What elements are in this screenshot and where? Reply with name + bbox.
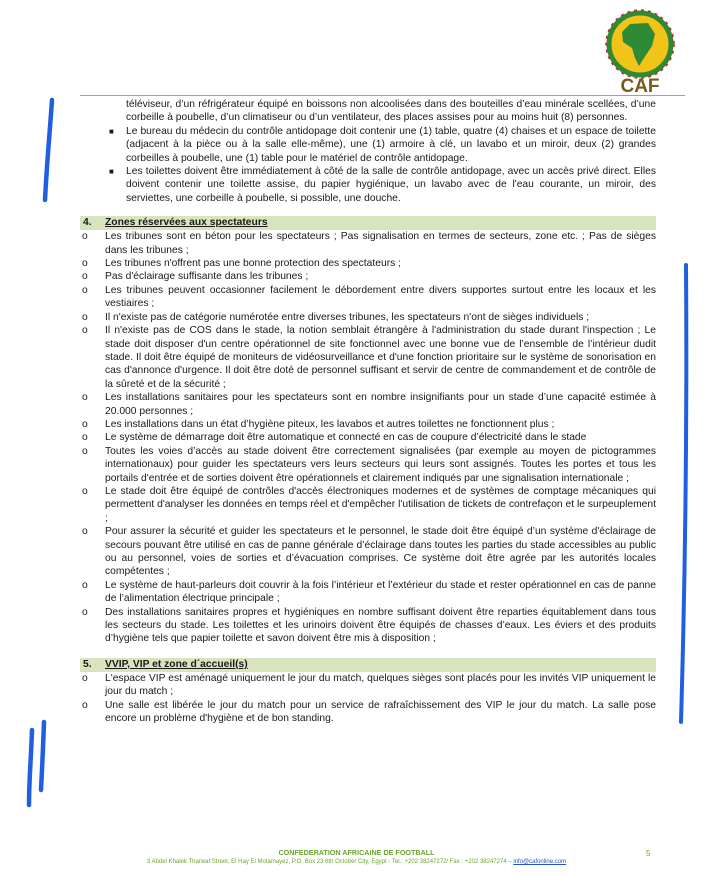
footer xyxy=(0,848,713,867)
document-body xyxy=(80,98,656,725)
footer-email-link[interactable]: info@cafonline.com xyxy=(513,859,567,865)
section-title: VVIP, VIP et zone d´accueil(s) xyxy=(105,658,248,670)
logo-text: CAF xyxy=(620,76,660,96)
circle-bullet-icon: o xyxy=(82,311,88,323)
paragraph-text: téléviseur, d’un réfrigérateur équipé en boissons non alcoolisées dans des bouteilles d’eau minérale scellées, d’une corbeille à poubelle, d’un climatiseur ou d’un ventilateur, des places assises pour au moins huit (8) personnes. xyxy=(126,99,656,124)
list-item-text: Des installations sanitaires propres et hygiéniques en nombre suffisant doivent être reparties équitablement dans tous les secteurs du stade. Les toilettes et les urinoirs doivent être équipés de chasses d’eaux. Les éviers et des produits d’hygiène tels que papier toilette et savon doivent être mis à disposition ; xyxy=(105,606,656,645)
circle-bullet-icon: o xyxy=(82,606,88,618)
list-item-text: Pas d'éclairage suffisante dans les tribunes ; xyxy=(105,271,309,283)
section-number: 4. xyxy=(83,217,92,229)
circle-bullet-icon: o xyxy=(82,672,88,684)
list-item xyxy=(80,257,656,270)
list-item-text: Les tribunes n'offrent pas une bonne protection des spectateurs ; xyxy=(105,258,402,270)
circle-bullet-icon: o xyxy=(82,271,88,283)
list-item-text: Il n'existe pas de catégorie numérotée entre diverses tribunes, les spectateurs n'ont de sièges individuels ; xyxy=(105,311,590,323)
section-4-list xyxy=(80,230,656,646)
list-item xyxy=(80,311,656,324)
pen-stroke-left-bottom-2 xyxy=(41,722,44,790)
footer-address-text: 3 Abdel Khalek Tharwat Street, El Hay El Motamayez, P.O. Box 23 6th October City, Egypt - Tel.: +202 38247272/ Fax : +202 38247274 – xyxy=(146,859,512,865)
list-item-text: Il n'existe pas de COS dans le stade, la notion semblait étrangère à l'administration du stade durant l'inspection ; Le stade doit disposer d'un centre opérationnel de site fonctionnel avec une bonne vue de l’ensemble de l’intérieur dudit stade. Il doit être équipé de moniteurs de vidéosurveillance et d'une fonction prioritaire sur le système de sonorisation en cas d'annonce d'urgence. Il doit être doté de personnel suffisant et servir de centre de commandement et de contrôle de la sûreté et de la sécurité ; xyxy=(105,325,656,390)
circle-bullet-icon: o xyxy=(82,485,88,497)
list-item xyxy=(80,125,656,165)
square-bullet-icon: ■ xyxy=(109,167,114,177)
circle-bullet-icon: o xyxy=(82,445,88,457)
circle-bullet-icon: o xyxy=(82,699,88,711)
list-item xyxy=(80,391,656,418)
list-item xyxy=(80,699,656,726)
footer-org-name: CONFEDERATION AFRICAINE DE FOOTBALL xyxy=(278,848,435,857)
list-item-text: Le système de démarrage doit être automatique et connecté en cas de coupure d’électricité dans le stade xyxy=(105,432,587,444)
pen-stroke-left-top xyxy=(45,100,52,200)
pen-stroke-left-bottom-1 xyxy=(29,730,32,805)
page-number: 5 xyxy=(646,849,651,858)
list-item xyxy=(80,445,656,485)
list-item xyxy=(80,230,656,257)
circle-bullet-icon: o xyxy=(82,392,88,404)
caf-logo xyxy=(592,8,688,96)
list-item-text: Une salle est libérée le jour du match pour un service de rafraîchissement des VIP le jour du match. La salle pose encore un problème d'hygiène et de bon standing. xyxy=(105,699,656,725)
section-number: 5. xyxy=(83,658,92,670)
pen-stroke-right xyxy=(681,265,686,722)
list-item-text: Toutes les voies d’accès au stade doivent être correctement signalisées (par exemple au moyen de pictogrammes internationaux) pour guider les spectateurs vers leurs secteurs qui leurs sont assignés. Toutes les portes et tous les portails d'entrée et de sorties doivent être opérationnels et clairement indiqués par une signalisation internationale ; xyxy=(105,445,656,484)
list-item-text: L'espace VIP est aménagé uniquement le jour du match, quelques sièges sont placés pour les invités VIP uniquement le jour du match ; xyxy=(105,672,656,698)
list-item xyxy=(80,98,656,125)
list-item-text: Les tribunes peuvent occasionner facilement le débordement entre divers supportes surtout entre les locaux et les vestiaires ; xyxy=(105,284,656,310)
header-rule xyxy=(80,95,685,96)
circle-bullet-icon: o xyxy=(82,258,88,270)
list-item-text: Le système de haut-parleurs doit couvrir à la fois l’intérieur et l’extérieur du stade et rester opérationnel en cas de panne de l’alimentation électrique principale ; xyxy=(105,579,656,605)
circle-bullet-icon: o xyxy=(82,231,88,243)
list-item-text: Le stade doit être équipé de contrôles d'accès électroniques modernes et de systèmes de comptage mécaniques qui permettent d'analyser les données en temps réel et d'empêcher l'utilisation de tickets de contrefaçon et le surpeuplement ; xyxy=(105,485,656,524)
circle-bullet-icon: o xyxy=(82,432,88,444)
paragraph-text: Le bureau du médecin du contrôle antidopage doit contenir une (1) table, quatre (4) chaises et un espace de toilette (adjacent à la pièce ou à la salle elle-même), une (1) armoire à clé, un lavabo et un miroir, deux (2) grandes corbeilles à poubelle, une (1) table pour le matériel de contrôle antidopage. xyxy=(126,125,656,164)
circle-bullet-icon: o xyxy=(82,418,88,430)
list-item xyxy=(80,579,656,606)
circle-bullet-icon: o xyxy=(82,526,88,538)
continued-bullet-list xyxy=(80,98,656,205)
section-title: Zones réservées aux spectateurs xyxy=(105,217,268,229)
list-item xyxy=(80,324,656,391)
list-item-text: Les tribunes sont en béton pour les spectateurs ; Pas signalisation en termes de secteurs, zone etc. ; Pas de sièges dans les tribunes ; xyxy=(105,231,656,256)
circle-bullet-icon: o xyxy=(82,579,88,591)
square-bullet-icon: ■ xyxy=(109,126,114,136)
list-item xyxy=(80,525,656,579)
list-item-text: Les installations sanitaires pour les spectateurs sont en nombre insignifiants pour un stade d’une capacité estimée à 20.000 personnes ; xyxy=(105,392,656,417)
list-item xyxy=(80,606,656,646)
list-item xyxy=(80,284,656,311)
list-item xyxy=(80,672,656,699)
list-item xyxy=(80,270,656,283)
list-item xyxy=(80,485,656,525)
list-item xyxy=(80,431,656,444)
circle-bullet-icon: o xyxy=(82,284,88,296)
list-item xyxy=(80,165,656,205)
section-5-list xyxy=(80,672,656,726)
footer-address xyxy=(0,858,713,867)
paragraph-text: Les toilettes doivent être immédiatement à côté de la salle de contrôle antidopage, avec un accès privé direct. Elles doivent contenir une toilette assise, du papier hygiénique, un lavabo avec de l'eau courante, un miroir, des serviettes, une corbeille à poubelle, si possible, une douche. xyxy=(126,166,656,204)
section-heading-5 xyxy=(80,658,656,672)
list-item xyxy=(80,418,656,431)
list-item-text: Les installations dans un état d’hygiène piteux, les lavabos et autres toilettes ne fonctionnent plus ; xyxy=(105,418,555,430)
circle-bullet-icon: o xyxy=(82,325,88,337)
list-item-text: Pour assurer la sécurité et guider les spectateurs et le personnel, le stade doit être équipé d’un système d'éclairage de secours pouvant être utilisé en cas de panne générale d’éclairage dans toutes les parties du stade accessibles au public ou au personnel, voies de sorties et d’évacuation comprises. Ce système doit être agrée par les autorités locales compétentes ; xyxy=(105,526,656,578)
section-heading-4 xyxy=(80,216,656,230)
